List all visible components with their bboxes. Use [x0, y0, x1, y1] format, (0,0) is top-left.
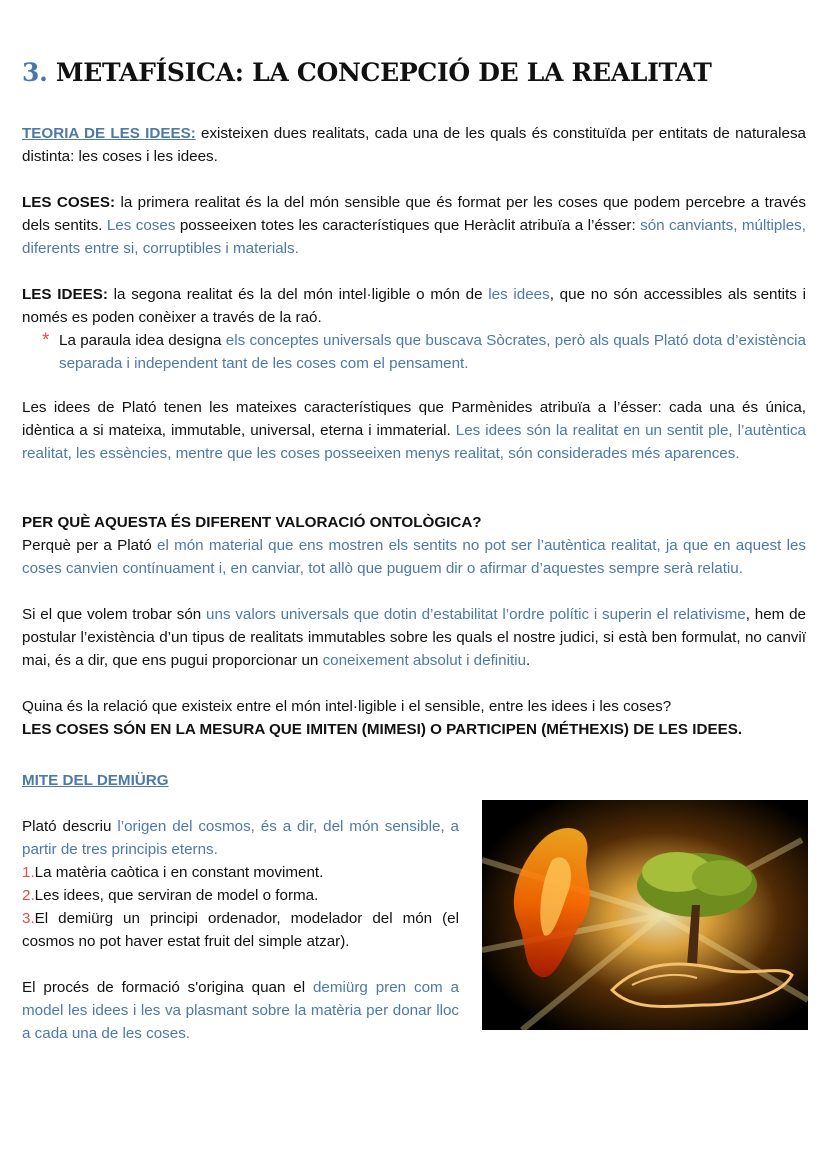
q1-text-1: Perquè per a Plató [22, 537, 157, 554]
bullet-paragraph [59, 329, 806, 375]
mite-proces [22, 976, 459, 1045]
coses-paragraph [22, 191, 806, 260]
idees-text-2: , que no són accessibles als sentits i només es poden conèixer a través de la raó. [22, 286, 806, 326]
mite-heading: MITE DEL DEMIÜRG [22, 772, 169, 789]
teoria-text: existeixen dues realitats, cada una de les quals és constituïda per entitats de naturalesa distinta: les coses i les idees. [22, 125, 806, 165]
demiurg-illustration [482, 800, 808, 1030]
idees-text-1: la segona realitat és la del món intel·ligible o món de [107, 286, 489, 303]
q2-text-2: , hem de postular l’existència d’un tipus de realitats immutables sobre les quals el nostre judici, si està ben formulat, no canviï mai, és a dir, que ens pugui proporcionar un [22, 606, 806, 669]
q2-text-3: . [526, 652, 531, 669]
list-item [22, 884, 459, 907]
q2-highlight-1: uns valors universals que dotin d’estabilitat l’ordre polític i superin el relativisme [206, 606, 746, 623]
coses-text-1: la primera realitat és la del món sensible que és format per les coses que podem percebre a través dels sentits. [22, 194, 806, 234]
parmenides-paragraph [22, 396, 806, 465]
asterisk-bullet-icon: * [42, 330, 50, 351]
proces-highlight: demiürg pren com a model les idees i les va plasmant sobre la matèria per donar lloc a cada una de les coses. [22, 979, 459, 1042]
section-number: 3. [22, 58, 48, 87]
mite-intro-text: Plató descriu [22, 818, 118, 835]
coses-highlight-2: són canviants, múltiples, diferents entre si, corruptibles i materials. [22, 217, 806, 257]
list-item-number: 3. [22, 910, 35, 927]
list-item-text: La matèria caòtica i en constant moviment. [34, 864, 324, 881]
proces-text: El procés de formació s'origina quan el [22, 979, 313, 996]
idees-label: LES IDEES: [22, 286, 108, 303]
q2-text-1: Si el que volem trobar són [22, 606, 207, 623]
relacio-answer: LES COSES SÓN EN LA MESURA QUE IMITEN (MIMESI) O PARTICIPEN (MÉTHEXIS) DE LES IDEES. [22, 721, 743, 738]
parmenides-highlight-1: Les idees són la realitat en un sentit ple, l’autèntica realitat, les essències, mentre que les coses posseeixen menys realitat, són considerades més aparences. [22, 422, 806, 462]
question-paragraph-2 [22, 603, 806, 672]
list-item [22, 861, 459, 884]
mite-heading-wrap [22, 769, 806, 792]
idees-highlight-1: les idees [488, 286, 550, 303]
list-item-number: 1. [22, 864, 35, 881]
list-item [22, 907, 459, 953]
bullet-text-1: La paraula idea designa [59, 332, 226, 349]
list-item-text: El demiürg un principi ordenador, modelador del món (el cosmos no pot haver estat fruit del simple atzar). [22, 910, 459, 950]
teoria-label: TEORIA DE LES IDEES: [22, 125, 196, 142]
teoria-paragraph [22, 122, 806, 168]
mite-intro-highlight: l’origen del cosmos, és a dir, del món sensible, a partir de tres principis eterns. [22, 818, 460, 858]
list-item-text: Les idees, que serviran de model o forma. [34, 887, 319, 904]
list-item-number: 2. [22, 887, 35, 904]
parmenides-text-1: Les idees de Plató tenen les mateixes característiques que Parmènides atribuïa a l’ésser: cada una és única, idèntica a si mateixa, immutable, universal, eterna i immaterial. [22, 399, 806, 439]
mite-list [22, 861, 459, 953]
coses-text-2: posseeixen totes les característiques que Heràclit atribuïa a l’ésser: [175, 217, 641, 234]
question-heading: PER QUÈ AQUESTA ÉS DIFERENT VALORACIÓ ONTOLÒGICA? [22, 514, 482, 531]
fire-hand-tree-icon [482, 800, 808, 1030]
relacio-question: Quina és la relació que existeix entre el món intel·ligible i el sensible, entre les idees i les coses? [22, 698, 672, 715]
q2-highlight-2: coneixement absolut i definitiu [322, 652, 527, 669]
idees-paragraph [22, 283, 806, 329]
mite-intro [22, 815, 459, 861]
coses-highlight-1: Les coses [106, 217, 176, 234]
title-text: METAFÍSICA: LA CONCEPCIÓ DE LA REALITAT [55, 58, 712, 87]
coses-label: LES COSES: [22, 194, 116, 211]
question-paragraph-1 [22, 534, 806, 580]
page-title [22, 58, 712, 87]
q1-highlight-1: el món material que ens mostren els sentits no pot ser l’autèntica realitat, ja que en aquest les coses canvien contínuament i, en canviar, tot allò que puguem dir o afirmar d’aquestes sempre serà relatiu. [22, 537, 806, 577]
bullet-highlight-1: els conceptes universals que buscava Sòcrates, però als quals Plató dota d’existència separada i independent tant de les coses com el pensament. [59, 332, 806, 372]
